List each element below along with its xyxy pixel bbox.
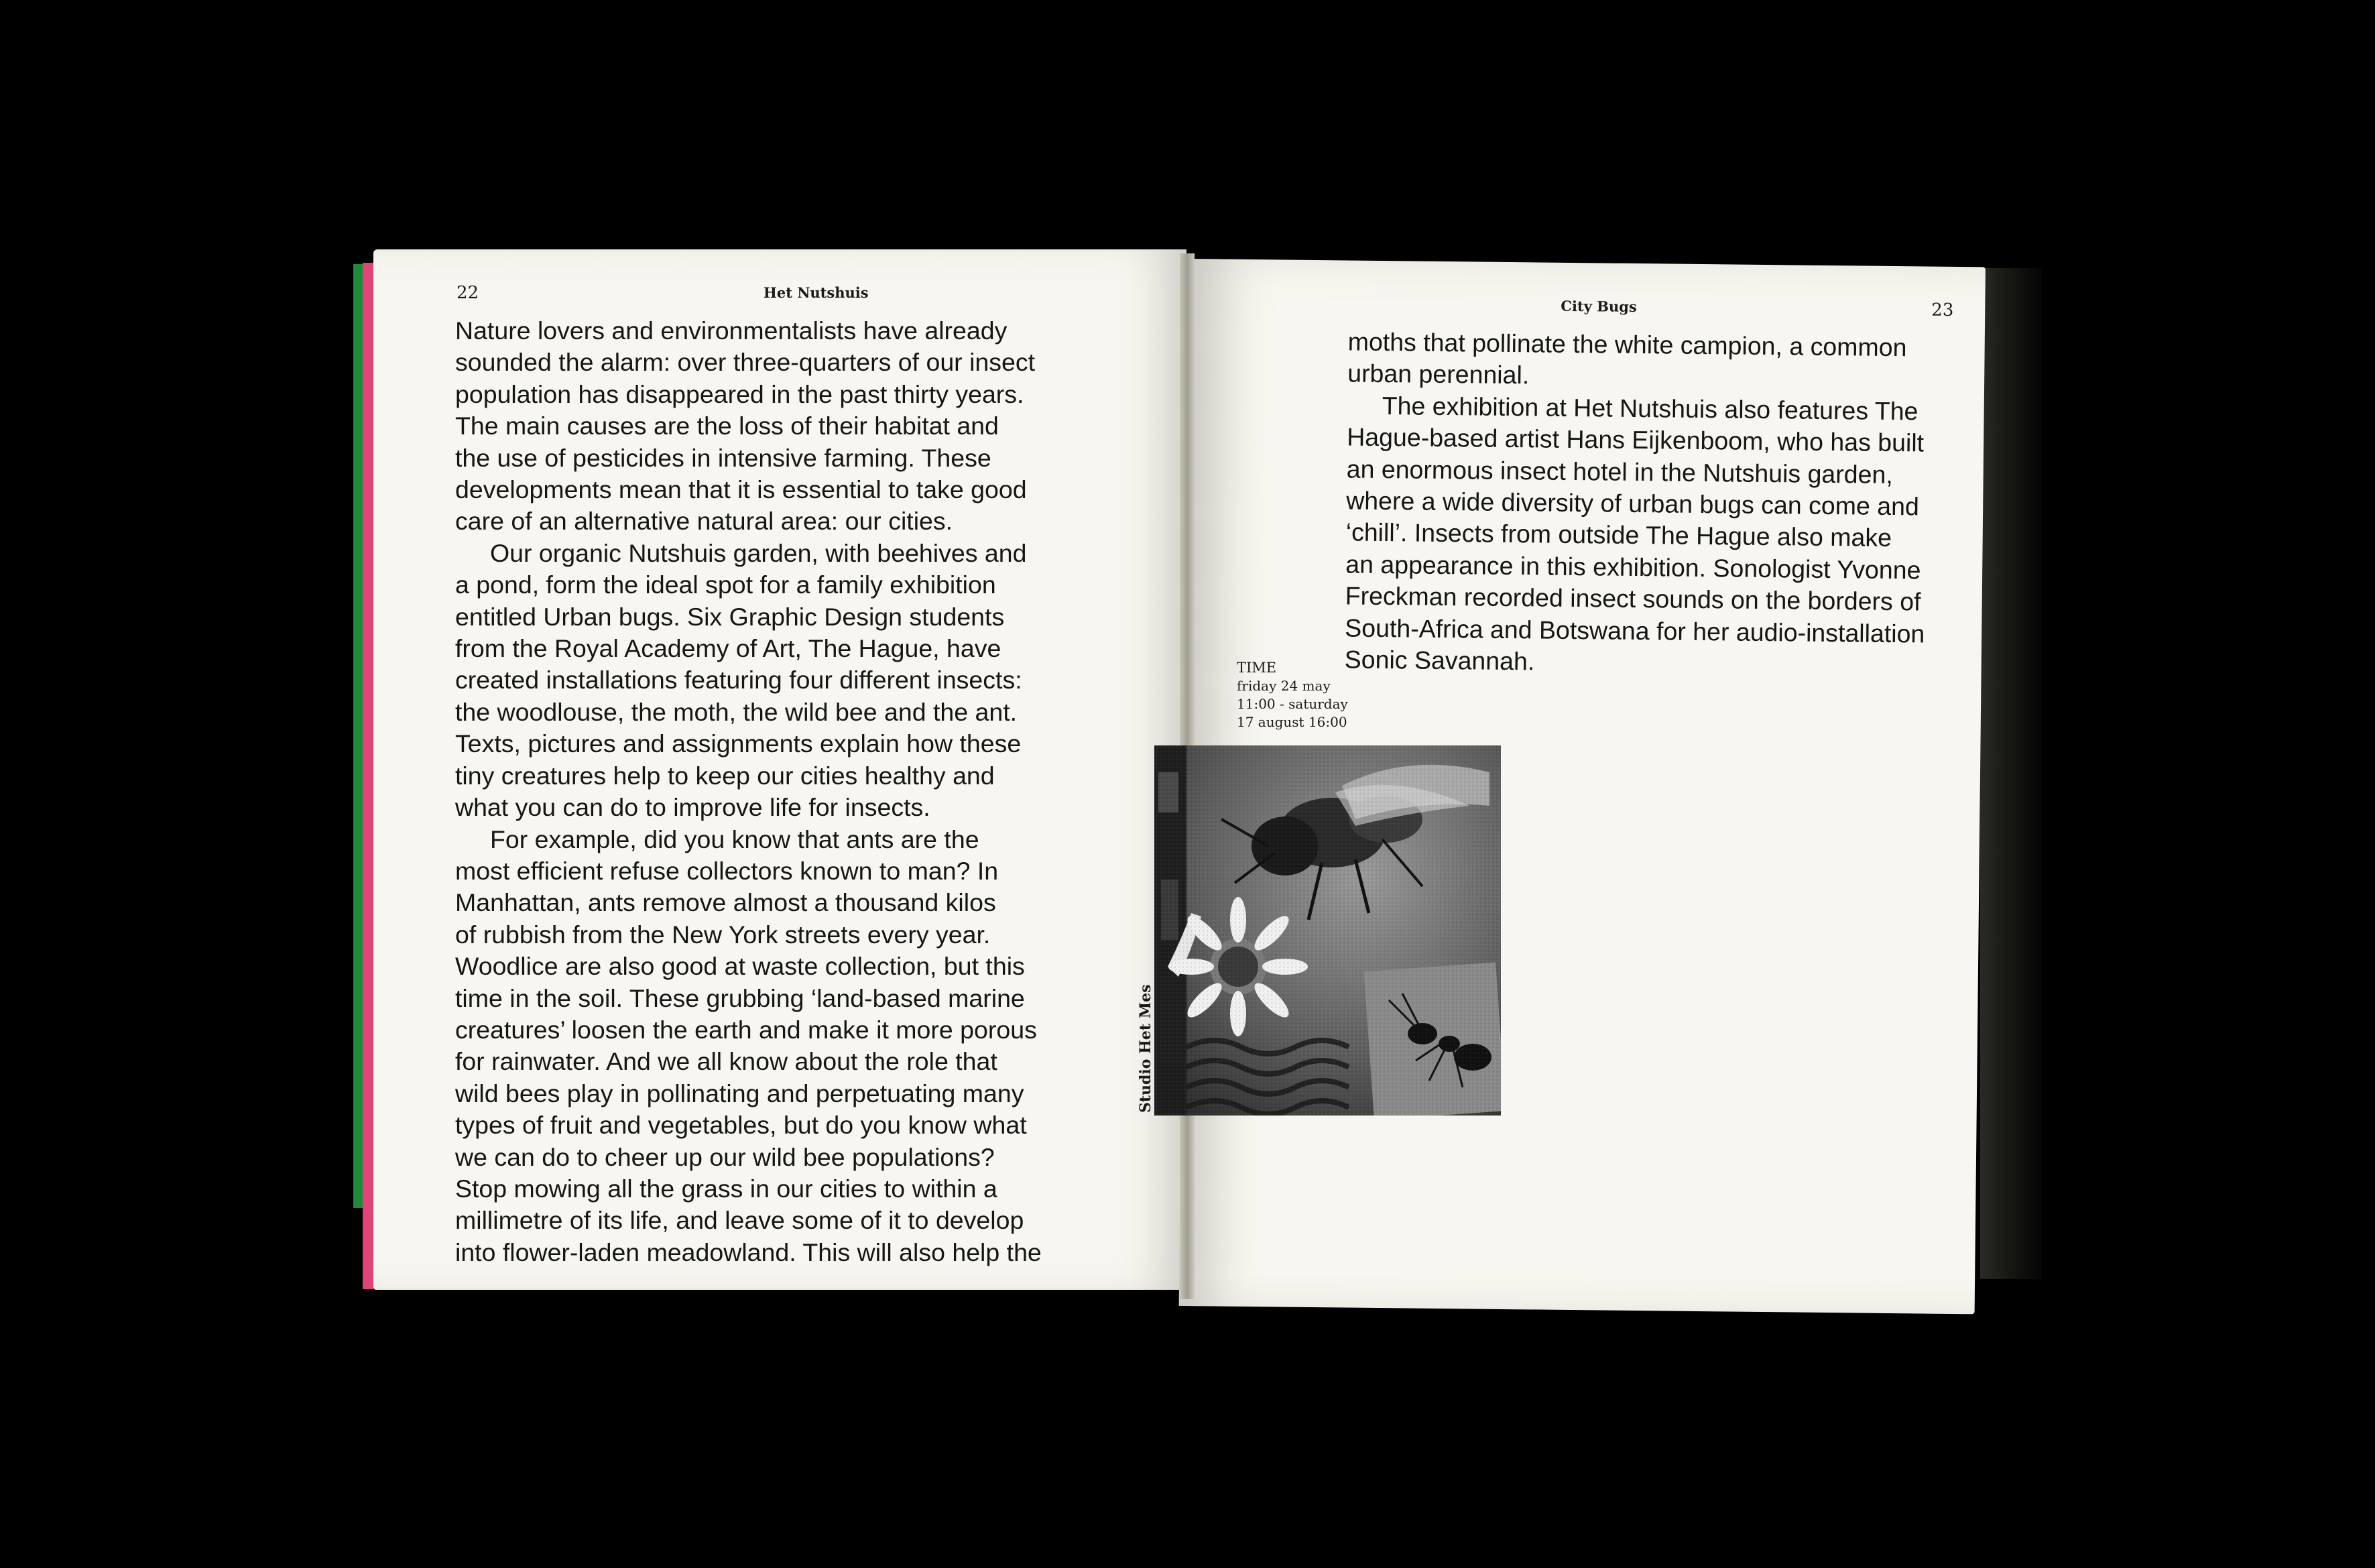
left-running-head: Het Nutshuis (764, 284, 869, 301)
right-body-text (1345, 326, 1951, 682)
paragraph-1: Nature lovers and environmentalists have already sounded the alarm: over three-quarters of our insect population has disappeared in the past thirty years. The main causes are the loss of their habitat and the use of pesticides in intensive farming. These developments mean that it is essential to take good care of an alternative natural area: our cities. (455, 316, 1036, 536)
time-info (1237, 659, 1348, 731)
time-line-2: 11:00 - saturday (1237, 696, 1348, 712)
time-label: TIME (1237, 660, 1277, 676)
paragraph-continued: moths that pollinate the white campion, a common urban perennial. (1347, 327, 1907, 389)
right-running-head: City Bugs (1561, 297, 1637, 315)
left-page (373, 249, 1186, 1290)
left-page-number: 22 (456, 283, 479, 303)
time-line-3: 17 august 16:00 (1237, 714, 1347, 730)
insect-collage-image (1154, 745, 1501, 1115)
book-edge-pink (363, 263, 373, 1289)
time-line-1: friday 24 may (1237, 678, 1331, 694)
paragraph-exhibition: The exhibition at Het Nutshuis also features The Hague-based artist Hans Eijkenboom, who has built an enormous insect hotel in the Nutshuis garden, where a wide diversity of urban bugs can come and ‘chill’. Insects from outside The Hague also make an appearance in this exhibition. Sonologist Yvonne Freckman recorded insect sounds on the borders of South-Africa and Botswana for her audio-installation Sonic Savannah. (1344, 391, 1925, 676)
paragraph-3: For example, did you know that ants are the most efficient refuse collectors known to man? In Manhattan, ants remove almost a thousand kilos of rubbish from the New York streets every year. Woodlice are also good at waste collection, but this time in the soil. These grubbing ‘land-based marine creatures’ loosen the earth and make it more porous for rainwater. And we all know about the role that wild bees play in pollinating and perpetuating many types of fruit and vegetables, but do you know what we can do to cheer up our wild bee populations? Stop mowing all the grass in our cities to within a millimetre of its life, and leave some of it to develop into flower-laden meadowland. This will also help the (455, 825, 1042, 1266)
image-credit: Studio Het Mes (1137, 984, 1154, 1113)
book-edge-right (1980, 268, 2042, 1279)
paragraph-2: Our organic Nutshuis garden, with beehives and a pond, form the ideal spot for a family exhibition entitled Urban bugs. Six Graphic Design students from the Royal Academy of Art, The Hague, have created installations featuring four different insects: the woodlouse, the moth, the wild bee and the ant. Texts, pictures and assignments explain how these tiny creatures help to keep our cities healthy and what you can do to improve life for insects. (455, 538, 1027, 822)
left-body-text (455, 315, 1166, 1268)
right-page-number: 23 (1931, 300, 1954, 320)
